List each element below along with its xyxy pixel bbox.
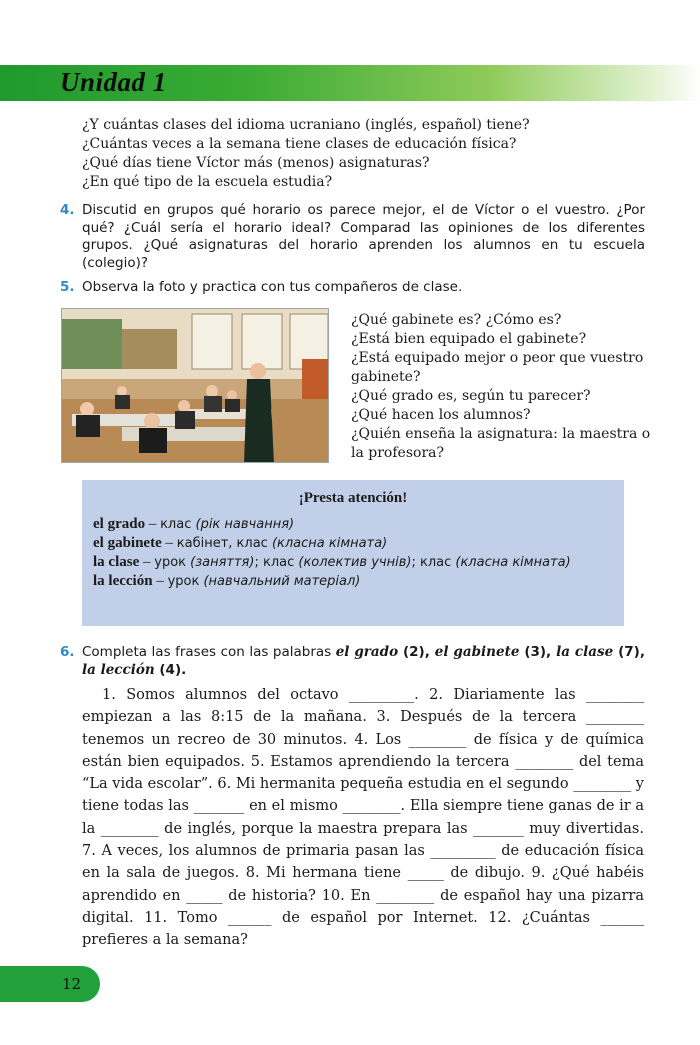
vocab-item: la clase – урок (заняття); клас (колектив учнів); клас (класна кімната) (93, 554, 571, 570)
photo-question-item: ¿Qué hacen los alumnos? (351, 407, 531, 423)
classroom-photo-illustration (62, 309, 329, 463)
page-number-tab (0, 966, 100, 1002)
task-6 (60, 644, 645, 679)
questions-top (82, 116, 642, 192)
question-item: ¿Qué días tiene Víctor más (menos) asignaturas? (82, 155, 430, 171)
task-text: Completa las frases con las palabras el grado (2), el gabinete (3), la clase (7), la lección (4). (82, 644, 645, 678)
question-item: ¿Cuántas veces a la semana tiene clases de educación física? (82, 136, 517, 152)
word-la-leccion: la lección (82, 661, 155, 678)
photo-question-item: ¿Quién enseña la asignatura: la maestra o la profesora? (351, 426, 651, 461)
task-text: Discutid en grupos qué horario os parece mejor, el de Víctor o el vuestro. ¿Por qué? ¿Cuál sería el horario ideal? Comparad las opiniones de los diferentes grupos. ¿Qué asignaturas del horario aprenden los alumnos en tu escuela (colegio)? (82, 202, 645, 271)
word-el-grado: el grado (335, 644, 399, 660)
vocab-item: el gabinete – кабінет, клас (класна кімната) (93, 535, 388, 551)
unit-title: Unidad 1 (60, 67, 167, 97)
task-5 (60, 279, 645, 297)
vocab-item: la lección – урок (навчальний матеріал) (93, 573, 361, 589)
task-number: 5. (60, 279, 75, 295)
vocab-item: el grado – клас (рік навчання) (93, 516, 295, 532)
vocab-term: el grado (93, 516, 146, 532)
photo-question-item: ¿Está equipado mejor o peor que vuestro gabinete? (351, 350, 644, 385)
vocab-term: la lección (93, 573, 153, 589)
task-4 (60, 202, 645, 272)
vocab-term: la clase (93, 554, 140, 570)
classroom-photo (61, 308, 329, 463)
task-number: 4. (60, 202, 75, 218)
vocab-term: el gabinete (93, 535, 162, 551)
question-item: ¿Y cuántas clases del idioma ucraniano (inglés, español) tiene? (82, 117, 530, 133)
attention-box (82, 480, 624, 626)
photo-questions (351, 311, 651, 463)
vocabulary-list (93, 515, 615, 591)
fill-in-exercise: 1. Somos alumnos del octavo _________. 2. Diariamente las ________ empiezan a las 8:15 de la mañana. 3. Después de la tercera ________ tenemos un recreo de 30 minutos. 4. Los ________ de física y de química están bien equipados. 5. Estamos aprendiendo la tercera ________ del tema “La vida escolar”. 6. Mi hermanita pequeña estudia en el segundo ________ y tiene todas las _______ en el mismo ________. Ella siempre tiene ganas de ir a la ________ de inglés, porque la maestra prepara las _______ muy divertidas. 7. A veces, los alumnos de primaria pasan las _________ de educación física en la sala de juegos. 8. Mi hermana tiene _____ de dibujo. 9. ¿Qué habéis aprendido en _____ de historia? 10. En ________ de español hay una pizarra digital. 11. Tomo ______ de español por Internet. 12. ¿Cuántas ______ prefieres a la semana? (82, 687, 644, 949)
task-text: Observa la foto y practica con tus compañeros de clase. (82, 279, 463, 295)
photo-question-item: ¿Está bien equipado el gabinete? (351, 331, 587, 347)
word-el-gabinete: el gabinete (434, 644, 520, 660)
question-item: ¿En qué tipo de la escuela estudia? (82, 174, 333, 190)
task-number: 6. (60, 644, 75, 660)
page-number: 12 (62, 975, 82, 993)
photo-question-item: ¿Qué grado es, según tu parecer? (351, 388, 591, 404)
word-la-clase: la clase (556, 644, 614, 660)
photo-question-item: ¿Qué gabinete es? ¿Cómo es? (351, 312, 562, 328)
attention-title: ¡Presta atención! (298, 490, 408, 506)
